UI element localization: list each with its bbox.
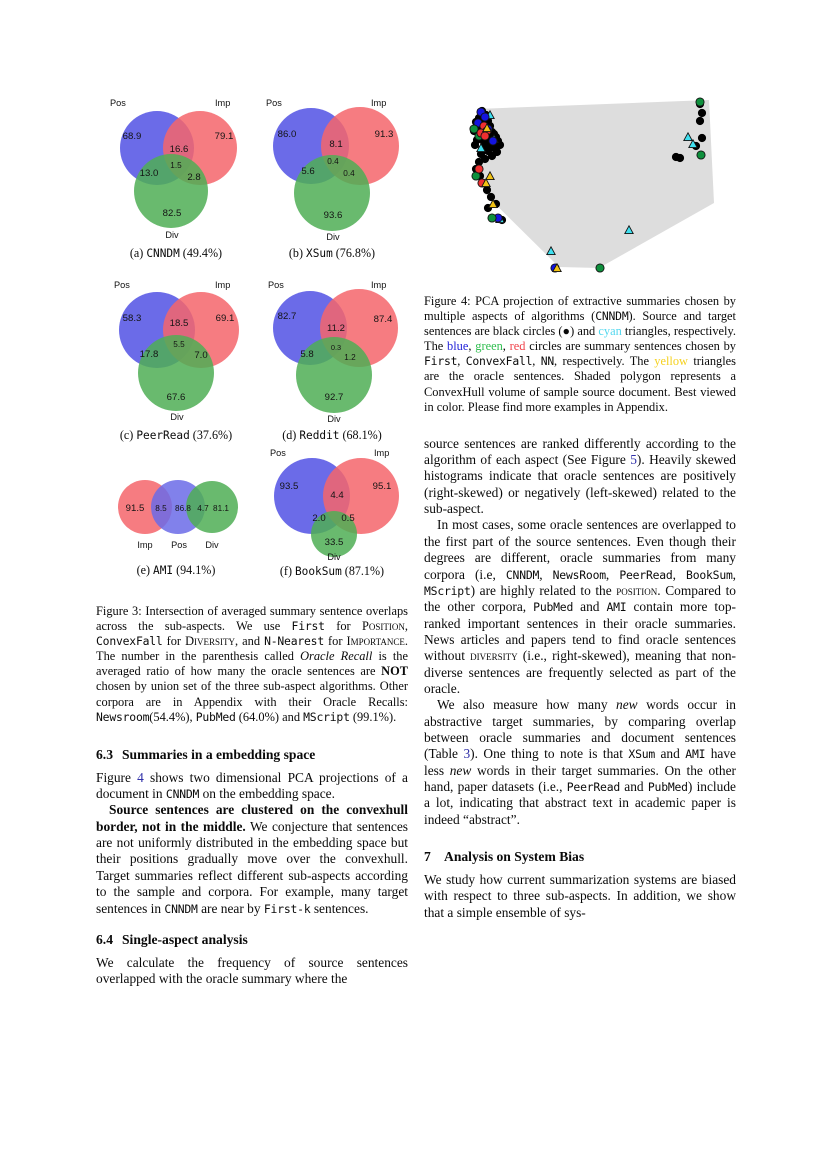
- venn-caption-prefix: (c): [119, 428, 137, 442]
- figure-4-scatter-plot: [424, 88, 736, 278]
- scatter-point-convexfall-green-circles: [697, 151, 705, 159]
- venn-value-pos-only: 68.9: [122, 131, 142, 142]
- venn-caption-suffix: (49.4%): [179, 246, 223, 260]
- venn-value-pos-div: 4.7: [197, 504, 209, 513]
- venn-value-div-only: 93.6: [323, 210, 343, 221]
- venn-value-all: 5.5: [173, 340, 185, 349]
- venn-value-pos-imp: 11.2: [327, 323, 345, 334]
- venn-label-div: Div: [327, 414, 341, 424]
- scatter-point-convexfall-green-circles: [488, 214, 496, 222]
- venn-caption-corpus: XSum: [306, 247, 333, 260]
- venn-label-div: Div: [205, 540, 219, 550]
- venn-label-imp: Imp: [215, 280, 231, 290]
- venn-diagram-ami: [100, 463, 252, 583]
- scatter-point-nn-red-circles: [475, 165, 483, 173]
- venn-value-pos-div: 13.0: [139, 168, 159, 179]
- right-column-text: [424, 288, 736, 921]
- scatter-point-source-sentences-black-circles: [698, 109, 706, 117]
- paragraph-oracle-overlap: In most cases, some oracle sentences are overlapped to the first part of the source sentences. Even though their degrees are different, oracle summaries from many corpora (i.e, CNNDM, NewsRoom, PeerRead, BookSum, MScript) are highly related to the position. Compared to the other corpora, PubMed and AMI contain more top-ranked important sentences in their oracle summaries. News articles and papers tend to find oracle sentences without diversity (i.e., right-skewed), meaning that non-diverse sentences are frequently selected as part of the oracle.: [424, 517, 737, 696]
- venn-value-imp-only: 87.4: [373, 314, 393, 325]
- term-pubmed: PubMed: [647, 779, 688, 794]
- venn-svg-ami: [100, 463, 252, 563]
- venn-caption-prefix: (e): [136, 563, 154, 577]
- term-nn: NN: [540, 354, 555, 369]
- venn-diagram-xsum: [256, 96, 408, 266]
- scatter-point-source-sentences-black-circles: [696, 117, 704, 125]
- scatter-point-source-sentences-black-circles: [471, 141, 479, 149]
- term-position: Position: [361, 619, 405, 634]
- venn-caption-suffix: (68.1%): [339, 428, 382, 442]
- term-ami: AMI: [685, 747, 706, 762]
- venn-caption-prefix: (a): [129, 246, 147, 260]
- term-cnndm: CNNDM: [595, 309, 629, 324]
- scatter-point-convexfall-green-circles: [696, 98, 704, 106]
- term-oracle-recall: Oracle Recall: [300, 649, 373, 664]
- term-first-k: First-k: [263, 901, 311, 916]
- venn-value-all: 0.4: [327, 157, 339, 166]
- venn-label-div: Div: [327, 552, 341, 562]
- venn-caption-prefix: (f): [279, 564, 295, 578]
- figure-3: [96, 88, 408, 583]
- term-pubmed: PubMed: [195, 709, 236, 724]
- venn-caption-corpus: AMI: [153, 564, 174, 577]
- venn-caption-reddit: [256, 428, 408, 443]
- venn-value-imp-only: 91.5: [125, 503, 145, 514]
- venn-value-imp-div: 1.2: [344, 353, 356, 362]
- term-nnearest: N-Nearest: [264, 634, 324, 649]
- paragraph-single-aspect: We calculate the frequency of source sentences overlapped with the oracle summary where the: [96, 954, 408, 987]
- venn-diagram-booksum: [256, 446, 408, 586]
- venn-label-pos: Pos: [268, 280, 284, 290]
- venn-value-pos-imp: 18.5: [169, 318, 189, 329]
- venn-caption-peerread: [100, 428, 252, 443]
- venn-value-imp-only: 69.1: [215, 313, 235, 324]
- venn-value-pos-div: 2.0: [312, 513, 326, 524]
- venn-label-pos: Pos: [114, 280, 130, 290]
- venn-caption-suffix: (87.1%): [341, 564, 385, 578]
- term-convexfall: ConvexFall: [96, 634, 163, 649]
- scatter-point-source-sentences-black-circles: [488, 152, 496, 160]
- venn-value-pos-imp: 4.4: [330, 490, 344, 501]
- section-heading-6-3: [96, 747, 408, 763]
- venn-value-all: 0.3: [330, 343, 342, 352]
- figure-4-caption-label: Figure 4:: [424, 294, 471, 308]
- black-circle-glyph-icon: ●: [562, 324, 571, 339]
- claim-bold-lead: Source sentences are clustered on the convexhull border, not in the middle.: [96, 802, 408, 834]
- term-pubmed: PubMed: [533, 600, 574, 615]
- venn-value-div-only: 82.5: [162, 208, 182, 219]
- venn-value-div-only: 67.6: [166, 392, 186, 403]
- scatter-point-first-blue-circles: [481, 113, 489, 121]
- venn-svg-reddit: [256, 278, 408, 428]
- venn-diagram-cnndm: [100, 96, 252, 266]
- paragraph-convexhull-claim: Source sentences are clustered on the convexhull border, not in the middle. We conjecture that sentences are not uniformly distributed in the embedding space but their positions gradually move over the convexhull. Target summaries reflect different sub-aspects according to the sample and corpora. For example, many target sentences in CNNDM are near by First-k sentences.: [96, 802, 408, 916]
- venn-svg-cnndm: [100, 96, 252, 246]
- venn-diagram-reddit: [256, 278, 408, 448]
- term-blue: blue: [447, 339, 469, 354]
- venn-value-pos-only: 86.0: [277, 129, 297, 140]
- scatter-point-first-blue-circles: [489, 137, 497, 145]
- section-number: 6.3: [96, 746, 113, 762]
- venn-label-div: Div: [170, 412, 184, 422]
- term-mscript: MScript: [424, 583, 471, 598]
- venn-label-pos: Pos: [171, 540, 187, 550]
- scatter-point-source-sentences-black-circles: [698, 134, 706, 142]
- venn-caption-ami: [100, 563, 252, 578]
- term-xsum: XSum: [628, 747, 656, 762]
- venn-label-imp: Imp: [371, 98, 387, 108]
- term-ami: AMI: [606, 600, 627, 615]
- term-peerread: PeerRead: [566, 779, 621, 794]
- venn-caption-corpus: PeerRead: [136, 429, 190, 442]
- scatter-point-source-sentences-black-circles: [483, 186, 491, 194]
- venn-value-imp-only: 95.1: [372, 481, 392, 492]
- term-cnndm: CNNDM: [165, 787, 200, 802]
- venn-caption-prefix: (d): [282, 428, 300, 442]
- table-reference-3[interactable]: 3: [463, 746, 471, 762]
- term-first: First: [291, 619, 325, 634]
- figure-3-caption: Figure 3: Intersection of averaged summary sentence overlaps across the sub-aspects. We use First for Position, ConvexFall for Diversity, and N-Nearest for Importance. The number in the parenthesis called Oracle Recall is the averaged ratio of how many the oracle sentences are NOT chosen by union set of the three sub-aspect algorithms. Other corpora are in Appendix with their Oracle Recalls: Newsroom(54.4%), PubMed (64.0%) and MScript (99.1%).: [96, 604, 408, 724]
- paragraph-system-bias: We study how current summarization systems are biased with respect to three sub-aspects. In addition, we show that a simple ensemble of sys-: [424, 872, 736, 920]
- venn-value-pos-only: 58.3: [122, 313, 142, 324]
- venn-label-div: Div: [326, 232, 340, 242]
- term-newsroom: Newsroom: [96, 709, 150, 724]
- venn-value-imp-only: 79.1: [214, 131, 234, 142]
- venn-caption-cnndm: [100, 246, 252, 261]
- venn-value-imp-div: 2.8: [187, 172, 201, 183]
- venn-value-div-only: 81.1: [213, 504, 229, 513]
- venn-caption-booksum: [256, 564, 408, 579]
- term-diversity: diversity: [470, 648, 518, 664]
- venn-caption-xsum: [256, 246, 408, 261]
- figure-4-caption: Figure 4: PCA projection of extractive summaries chosen by multiple aspects of algorithms (CNNDM). Source and target sentences are black circles (●) and cyan triangles, respectively. The blue, green, red circles are summary sentences chosen by First, ConvexFall, NN, respectively. The yellow triangles are the oracle sentences. Shaded polygon represents a ConvexHull volume of sample source document. Best viewed in color. Please find more examples in Appendix.: [424, 294, 737, 414]
- venn-label-pos: Pos: [110, 98, 126, 108]
- venn-value-imp-pos: 8.5: [155, 504, 167, 513]
- venn-label-imp: Imp: [371, 280, 387, 290]
- term-new: new: [616, 697, 638, 713]
- venn-value-pos-div: 5.8: [300, 349, 314, 360]
- figure-reference-4[interactable]: 4: [137, 769, 144, 785]
- venn-value-pos-div: 5.6: [301, 166, 315, 177]
- venn-value-div-only: 92.7: [324, 392, 344, 403]
- venn-value-pos-only: 93.5: [279, 481, 299, 492]
- scatter-point-nn-red-circles: [481, 132, 489, 140]
- venn-caption-prefix: (b): [288, 246, 307, 260]
- term-cnndm: CNNDM: [505, 567, 540, 582]
- scatter-point-convexfall-green-circles: [596, 264, 604, 272]
- term-position: position: [616, 582, 658, 598]
- term-booksum: BookSum: [686, 567, 733, 582]
- venn-value-pos-only: 82.7: [277, 311, 297, 322]
- venn-label-imp: Imp: [215, 98, 231, 108]
- venn-svg-booksum: [256, 446, 408, 564]
- section-title: Summaries in a embedding space: [122, 746, 316, 762]
- paragraph-figure4-ref: Figure 4 shows two dimensional PCA projections of a document in CNNDM on the embedding space.: [96, 769, 408, 802]
- section-number: 6.4: [96, 931, 113, 947]
- convex-hull-polygon: [477, 100, 714, 268]
- venn-value-imp-div: 0.4: [343, 169, 355, 178]
- venn-value-pos-only: 86.8: [175, 504, 191, 513]
- venn-caption-suffix: (94.1%): [173, 563, 216, 577]
- term-newsroom: NewsRoom: [552, 567, 606, 582]
- figure-3-caption-label: Figure 3:: [96, 604, 142, 618]
- venn-diagram-peerread: [100, 278, 252, 448]
- term-cyan: cyan: [598, 324, 622, 339]
- section-title: Analysis on System Bias: [444, 849, 585, 864]
- left-column-text: [96, 598, 408, 988]
- venn-label-imp: Imp: [374, 448, 390, 458]
- venn-value-all: 1.5: [170, 161, 182, 170]
- venn-value-pos-div: 17.8: [139, 349, 159, 360]
- venn-caption-corpus: Reddit: [299, 429, 340, 442]
- term-new: new: [449, 762, 472, 778]
- section-heading-7: [424, 849, 736, 865]
- venn-label-div: Div: [165, 230, 179, 240]
- venn-label-imp: Imp: [137, 540, 153, 550]
- figure-4: [424, 88, 736, 278]
- term-mscript: MScript: [303, 709, 350, 724]
- venn-value-pos-imp: 8.1: [329, 139, 343, 150]
- venn-svg-xsum: [256, 96, 408, 246]
- figure-reference-5[interactable]: 5: [630, 452, 637, 468]
- term-cnndm: CNNDM: [164, 901, 198, 916]
- term-peerread: PeerRead: [619, 567, 673, 582]
- term-green: green: [475, 339, 503, 354]
- venn-value-imp-only: 91.3: [374, 129, 394, 140]
- term-importance: Importance: [346, 634, 405, 649]
- term-yellow: yellow: [654, 354, 689, 369]
- venn-svg-peerread: [100, 278, 252, 428]
- venn-caption-suffix: (76.8%): [332, 246, 376, 260]
- venn-circle-div: [186, 481, 238, 533]
- section-number: 7: [424, 849, 431, 864]
- term-diversity: Diversity: [185, 634, 236, 649]
- venn-value-imp-div: 7.0: [194, 350, 208, 361]
- term-red: red: [509, 339, 526, 354]
- section-title: Single-aspect analysis: [122, 931, 248, 947]
- venn-caption-corpus: CNNDM: [146, 247, 180, 260]
- venn-caption-suffix: (37.6%): [189, 428, 233, 442]
- venn-label-pos: Pos: [266, 98, 282, 108]
- section-heading-6-4: [96, 932, 408, 948]
- paragraph-new-words: We also measure how many new words occur in abstractive target summaries, by comparing overlap between oracle summaries and document sentences (Table 3). One thing to note is that XSum and AMI have less new words in their target summaries. On the other hand, paper datasets (i.e., PeerRead and PubMed) include a lot, indicating that abstract text in academic paper is indeed “abstract”.: [424, 697, 736, 827]
- paragraph-ranking: source sentences are ranked differently according to the algorithm of each aspect (See Figure 5). Heavily skewed histograms indicate that oracle sentences are positively (right-skewed) or negatively (left-skewed) related to the sub-aspect.: [424, 435, 736, 517]
- term-not: NOT: [381, 664, 408, 679]
- venn-value-div-only: 33.5: [324, 537, 344, 548]
- term-first: First: [424, 354, 458, 369]
- term-convexfall: ConvexFall: [465, 354, 533, 369]
- scatter-point-source-sentences-black-circles: [487, 193, 495, 201]
- venn-value-pos-imp: 16.6: [169, 144, 189, 155]
- venn-value-imp-div: 0.5: [341, 513, 355, 524]
- venn-caption-corpus: BookSum: [295, 565, 342, 578]
- venn-label-pos: Pos: [270, 448, 286, 458]
- scatter-point-source-sentences-black-circles: [672, 153, 680, 161]
